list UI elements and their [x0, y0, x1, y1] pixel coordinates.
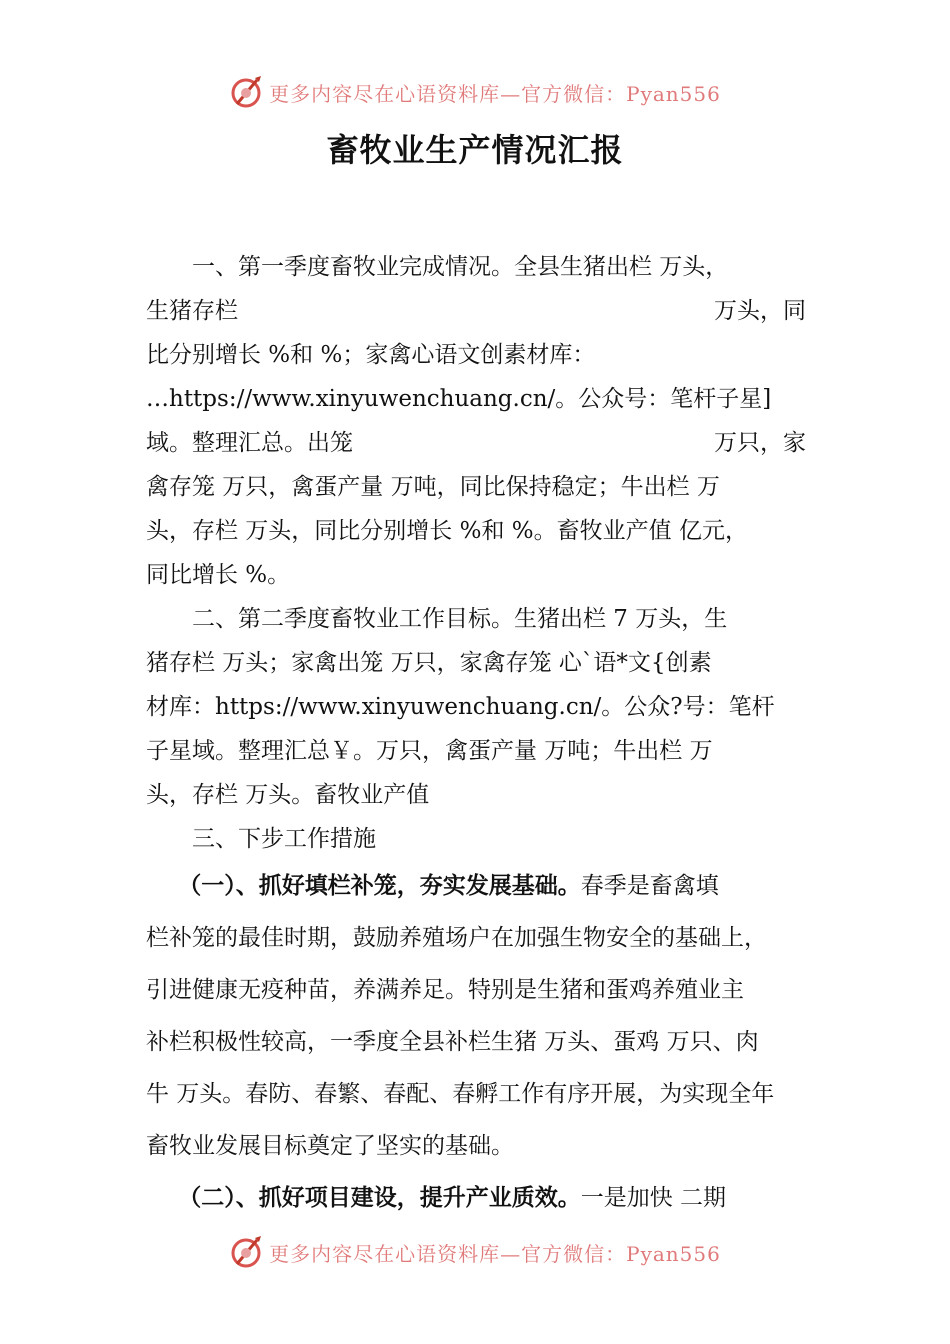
- m1-heading: （一）、抓好填栏补笼，夯实发展基础。: [178, 873, 581, 899]
- s1-line-3: 比分别增长 %和 %；家禽心语文创素材库：: [146, 342, 596, 368]
- s1-line-8: 同比增长 %。: [146, 562, 291, 588]
- pen-logo-icon: [229, 1234, 265, 1270]
- m2-line-1-text: 一是加快 二期: [580, 1185, 727, 1211]
- s1-line-5b: 万只，家: [714, 430, 806, 456]
- m1-line-5: 牛 万头。春防、春繁、春配、春孵工作有序开展，为实现全年: [146, 1081, 775, 1107]
- s2-line-3: 材库：https://www.xinyuwenchuang.cn/。公众?号：笔杆: [146, 694, 775, 720]
- watermark-text: 更多内容尽在心语资料库—官方微信：Pyan556: [269, 1241, 721, 1266]
- m1-line-4: 补栏积极性较高，一季度全县补栏生猪 万头、蛋鸡 万只、肉: [146, 1029, 759, 1055]
- s2-line-5: 头，存栏 万头。畜牧业产值: [146, 782, 430, 808]
- m1-line-3: 引进健康无疫种苗，养满养足。特别是生猪和蛋鸡养殖业主: [146, 977, 744, 1003]
- watermark-text: 更多内容尽在心语资料库—官方微信：Pyan556: [269, 81, 721, 106]
- m1-line-2: 栏补笼的最佳时期，鼓励养殖场户在加强生物安全的基础上，: [146, 925, 767, 951]
- document-body-measures: [146, 860, 826, 1224]
- m2-line-1: [146, 1172, 826, 1224]
- document-body-top: [146, 245, 826, 861]
- s1-line-7: 头，存栏 万头，同比分别增长 %和 %。畜牧业产值 亿元，: [146, 518, 748, 544]
- s1-line-5a: 域。整理汇总。出笼: [146, 430, 353, 456]
- s1-line-2b: 万头，同: [714, 298, 806, 324]
- document-title: 畜牧业生产情况汇报: [326, 131, 624, 169]
- watermark-footer: [0, 1232, 950, 1272]
- s1-line-5: [146, 421, 826, 465]
- s2-line-2: 猪存栏 万头；家禽出笼 万只，家禽存笼 心`语*文{创素: [146, 650, 712, 676]
- s1-line-4: …https://www.xinyuwenchuang.cn/。公众号：笔杆子星]: [146, 386, 772, 412]
- watermark-header: [0, 72, 950, 112]
- s2-line-4: 子星域。整理汇总￥。万只，禽蛋产量 万吨；牛出栏 万: [146, 738, 713, 764]
- m1-line-1: [146, 860, 826, 912]
- s1-line-6: 禽存笼 万只，禽蛋产量 万吨，同比保持稳定；牛出栏 万: [146, 474, 720, 500]
- s2-line-1: 二、第二季度畜牧业工作目标。生猪出栏 7 万头，生: [192, 606, 728, 632]
- s3-heading: 三、下步工作措施: [192, 826, 376, 852]
- pen-logo-icon: [229, 74, 265, 110]
- s1-line-1: 一、第一季度畜牧业完成情况。全县生猪出栏 万头，: [192, 254, 729, 280]
- s1-line-2a: 生猪存栏: [146, 298, 238, 324]
- s1-line-2: [146, 289, 826, 333]
- m1-line-1-text: 春季是畜禽填: [580, 873, 719, 899]
- m2-heading: （二）、抓好项目建设，提升产业质效。: [178, 1185, 581, 1211]
- m1-line-6: 畜牧业发展目标奠定了坚实的基础。: [146, 1133, 514, 1159]
